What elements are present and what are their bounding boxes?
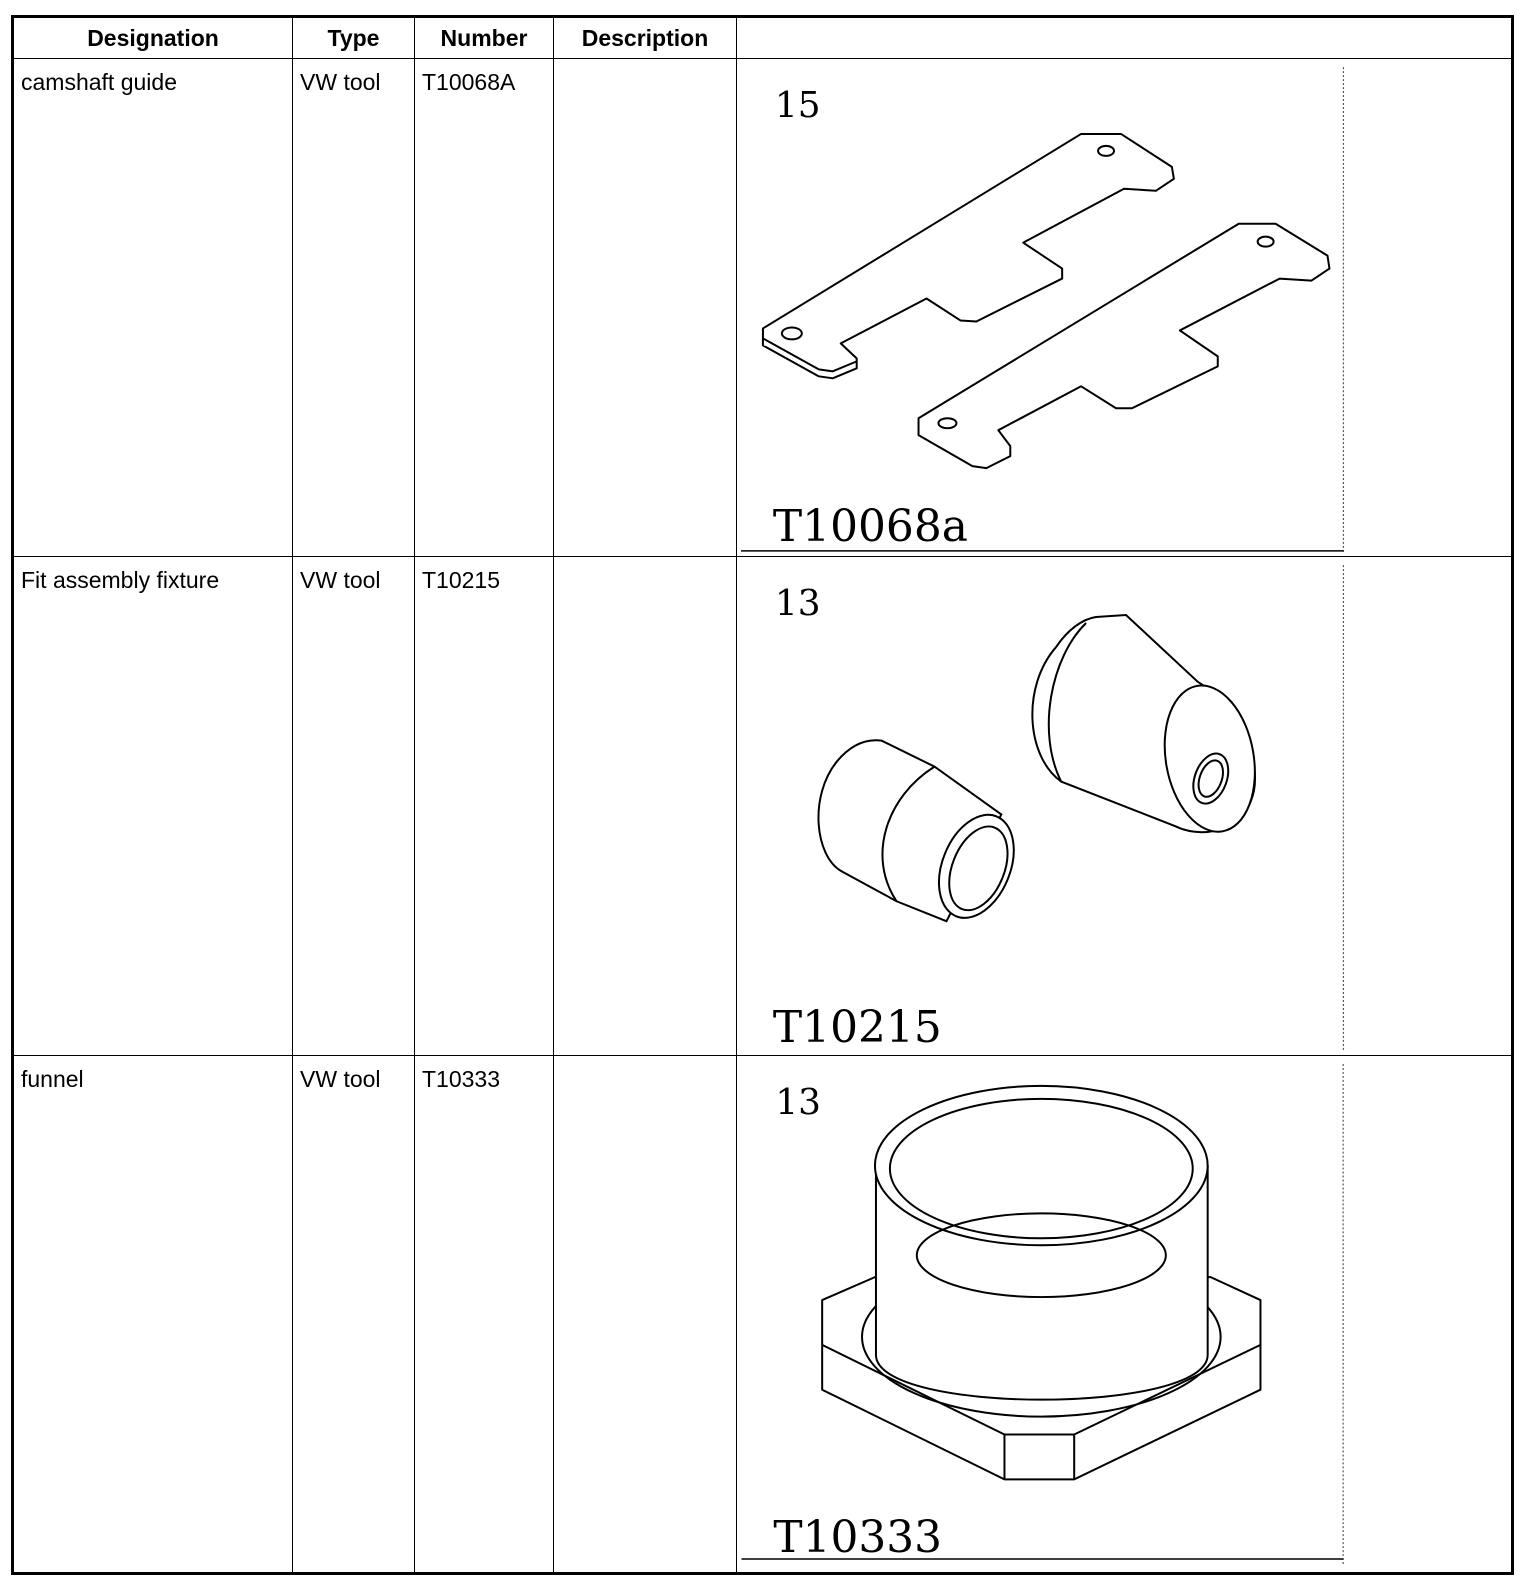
- number-cell: [415, 557, 554, 1056]
- designation-text: funnel: [21, 1066, 84, 1092]
- description-text: [554, 1056, 736, 1066]
- image-cell: [737, 557, 1513, 1056]
- image-cell: [737, 1056, 1513, 1574]
- table-row: [13, 1056, 1513, 1574]
- description-cell: [554, 59, 737, 557]
- header-row: [13, 17, 1513, 59]
- special-tools-table: [11, 15, 1514, 1575]
- number-text: T10068A: [422, 69, 516, 95]
- type-cell: [293, 1056, 415, 1574]
- designation-cell: [13, 1056, 293, 1574]
- designation-text: Fit assembly fixture: [21, 567, 220, 593]
- header-image: [737, 17, 1513, 59]
- description-text: [554, 59, 736, 69]
- number-cell: [415, 1056, 554, 1574]
- number-text: T10215: [422, 567, 501, 593]
- number-text: T10333: [422, 1066, 501, 1092]
- camshaft-guide-plates-icon: [737, 59, 1511, 556]
- header-designation: Designation: [13, 17, 293, 59]
- designation-cell: [13, 59, 293, 557]
- header-type: Type: [293, 17, 415, 59]
- type-cell: [293, 557, 415, 1056]
- number-cell: [415, 59, 554, 557]
- figure-bottom-label: T10215: [772, 1001, 942, 1053]
- type-text: VW tool: [300, 69, 381, 95]
- figure-top-label: 13: [774, 582, 821, 624]
- description-cell: [554, 1056, 737, 1574]
- header-description: Description: [554, 17, 737, 59]
- description-text: [554, 557, 736, 567]
- image-cell: [737, 59, 1513, 557]
- figure-top-label: 15: [774, 84, 821, 126]
- description-cell: [554, 557, 737, 1056]
- type-cell: [293, 59, 415, 557]
- designation-cell: [13, 557, 293, 1056]
- type-text: VW tool: [300, 567, 381, 593]
- designation-text: camshaft guide: [21, 69, 177, 95]
- fit-assembly-cylinders-icon: [737, 557, 1511, 1055]
- funnel-hex-cylinder-icon: [737, 1056, 1511, 1572]
- table-row: [13, 557, 1513, 1056]
- figure-bottom-label: T10333: [773, 1512, 943, 1564]
- figure-top-label: 13: [775, 1081, 821, 1123]
- type-text: VW tool: [300, 1066, 381, 1092]
- table-row: [13, 59, 1513, 557]
- figure-bottom-label: T10068a: [772, 500, 968, 552]
- header-number: Number: [415, 17, 554, 59]
